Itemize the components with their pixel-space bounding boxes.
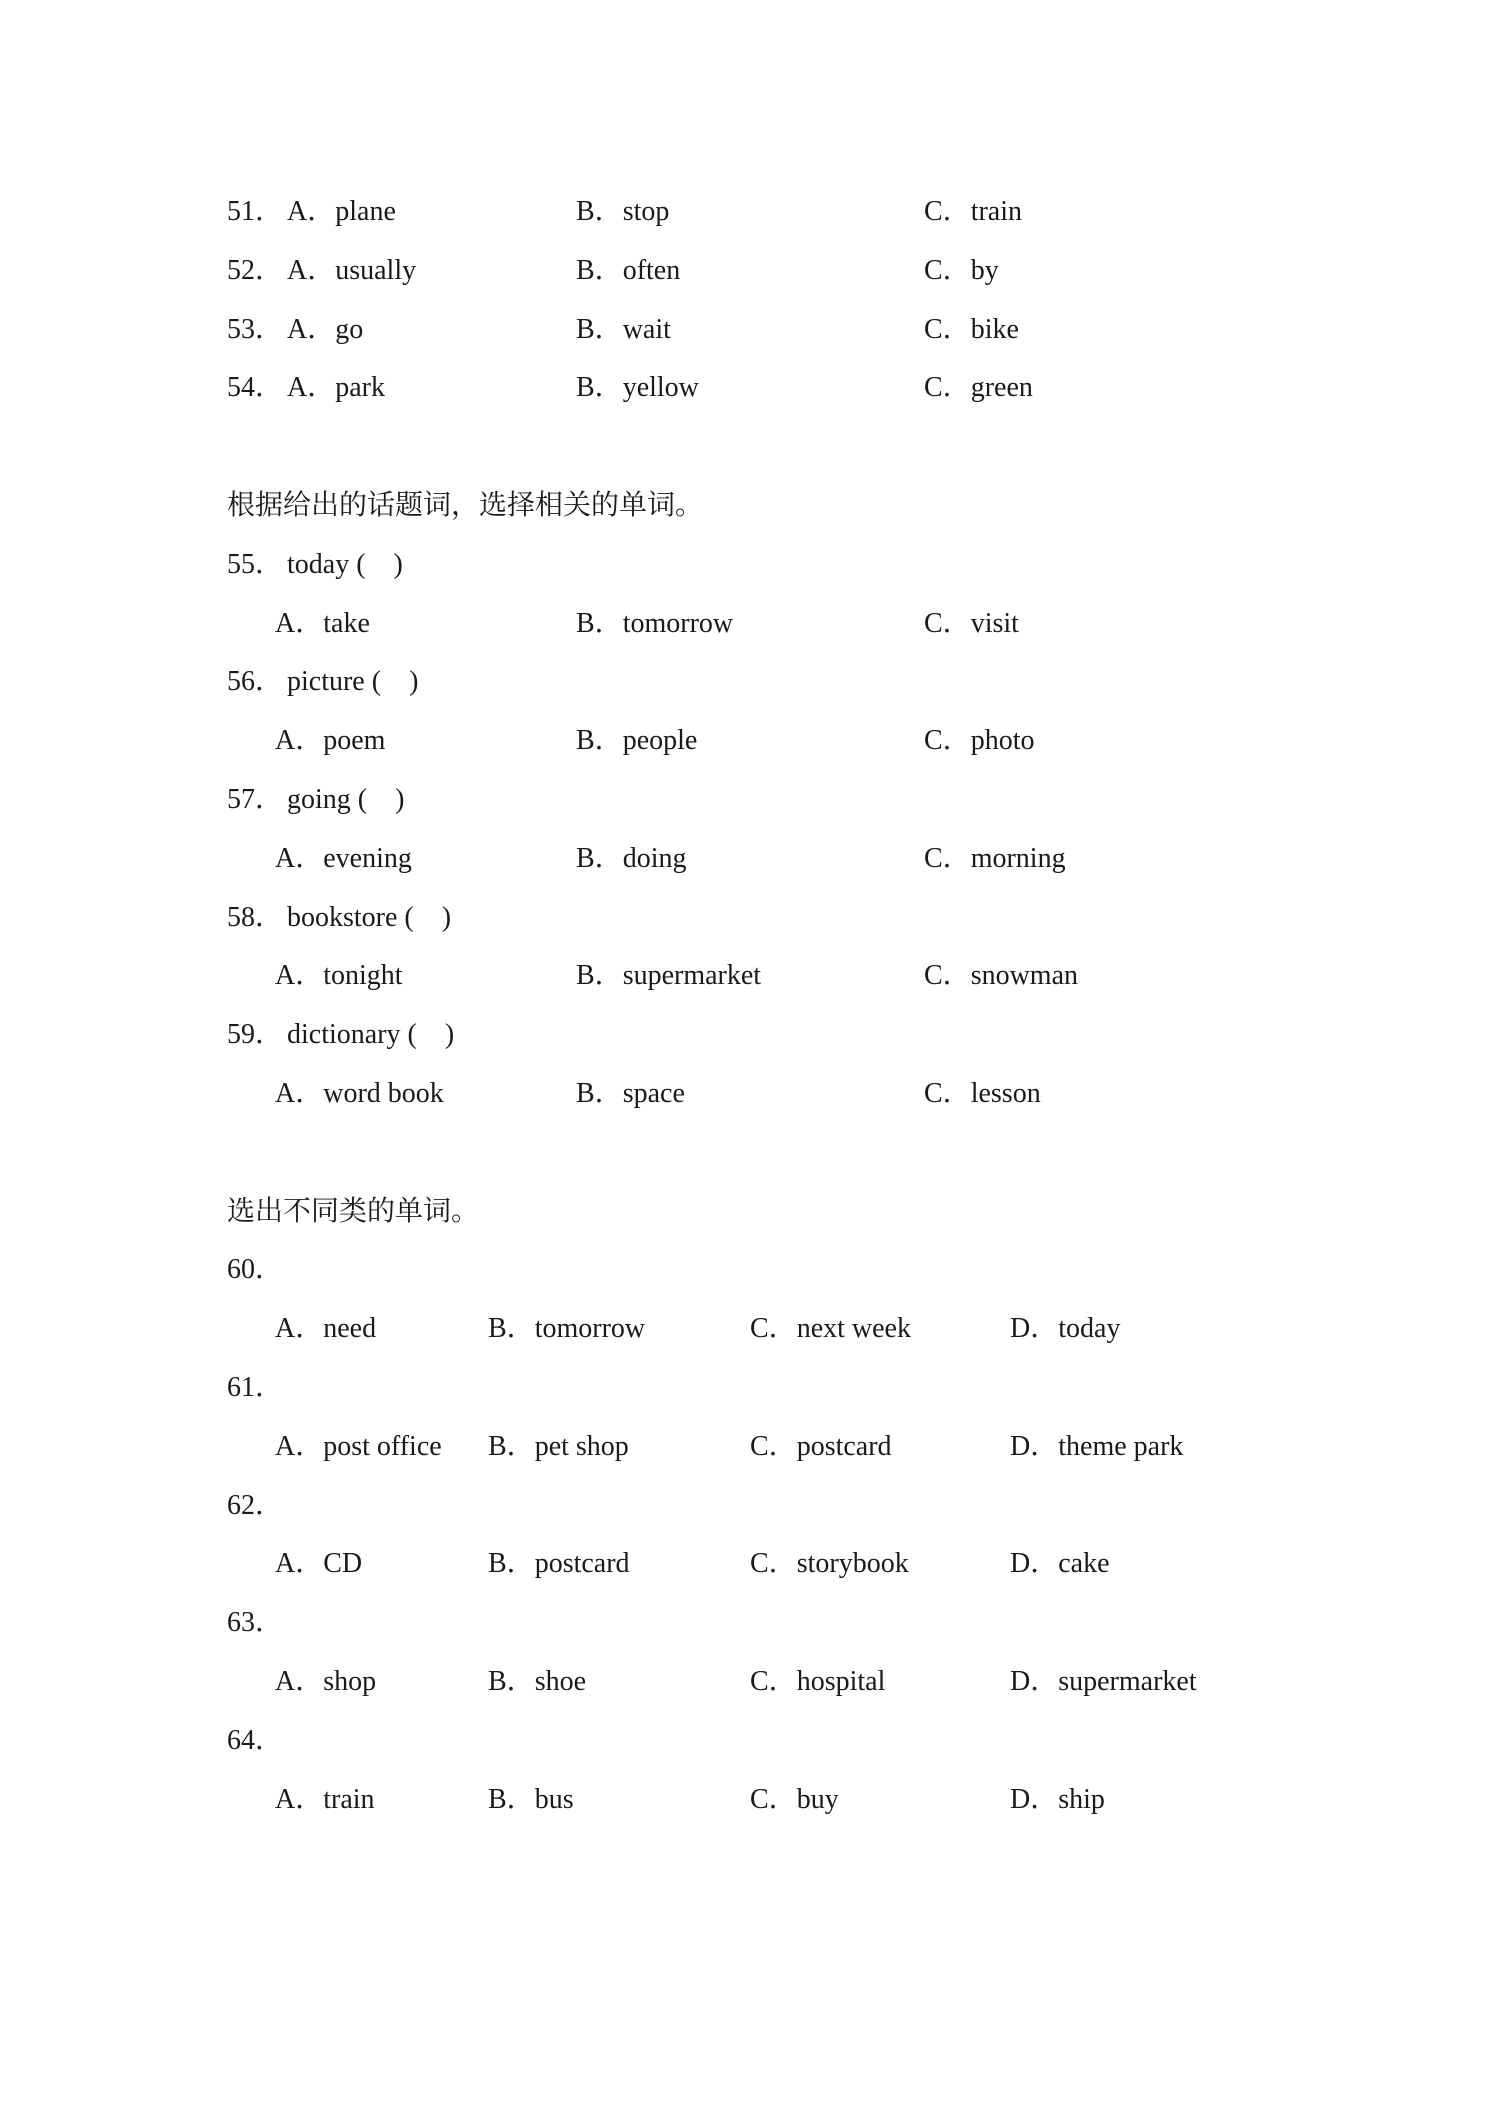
option-text: word book xyxy=(323,1077,444,1109)
option-letter: B． xyxy=(488,1430,535,1462)
spacer xyxy=(0,1124,1488,1183)
option-b xyxy=(488,1418,629,1477)
option-c xyxy=(924,947,1078,1006)
option-text: green xyxy=(970,372,1033,404)
option-letter: B． xyxy=(576,725,623,757)
option-text: poem xyxy=(323,725,386,757)
question-row xyxy=(0,1712,1488,1771)
section-instruction xyxy=(0,1183,1488,1242)
question-number: 63． xyxy=(227,1607,284,1639)
option-letter: C． xyxy=(924,196,971,227)
option-text: storybook xyxy=(796,1548,909,1580)
option-letter: B． xyxy=(576,607,623,639)
question-stem: going ( ) xyxy=(287,783,405,815)
option-text: hospital xyxy=(796,1665,886,1697)
option-text: cake xyxy=(1058,1548,1110,1580)
option-a xyxy=(275,1065,444,1124)
option-c xyxy=(750,1535,909,1594)
option-text: wait xyxy=(622,313,671,345)
option-b xyxy=(488,1653,586,1712)
question-number: 64． xyxy=(227,1724,284,1756)
question-number: 62． xyxy=(227,1489,284,1521)
question-row xyxy=(0,1594,1488,1653)
option-letter: C． xyxy=(750,1548,797,1580)
option-letter: A． xyxy=(275,1548,324,1580)
question-stem: bookstore ( ) xyxy=(287,901,452,933)
option-letter: B． xyxy=(488,1783,535,1815)
option-letter: C． xyxy=(924,372,971,404)
question-number: 56． xyxy=(227,666,284,698)
options-row xyxy=(0,947,1488,1006)
option-c xyxy=(924,301,1019,360)
question-number: 58． xyxy=(227,901,284,933)
question-number: 51． xyxy=(227,196,284,227)
option-c xyxy=(924,242,999,301)
option-d xyxy=(1010,1300,1120,1359)
options-row xyxy=(0,1535,1488,1594)
option-letter: B． xyxy=(576,960,623,992)
option-letter: C． xyxy=(924,254,971,286)
question-number: 60． xyxy=(227,1254,284,1286)
question-stem: picture ( ) xyxy=(287,666,419,698)
option-text: evening xyxy=(323,842,412,874)
option-text: postcard xyxy=(534,1548,630,1580)
option-letter: A． xyxy=(287,254,336,286)
option-text: photo xyxy=(970,725,1035,757)
question-row xyxy=(0,1359,1488,1418)
option-b xyxy=(576,595,733,654)
question-row xyxy=(0,359,1488,418)
options-row xyxy=(0,595,1488,654)
option-letter: C． xyxy=(924,842,971,874)
question-number: 57． xyxy=(227,783,284,815)
option-text: CD xyxy=(323,1548,363,1580)
question-stem: today ( ) xyxy=(287,548,403,580)
section-instruction xyxy=(0,477,1488,536)
question-row xyxy=(0,536,1488,595)
option-a xyxy=(287,183,396,242)
option-text: next week xyxy=(796,1313,911,1345)
option-c xyxy=(924,359,1033,418)
option-letter: B． xyxy=(488,1548,535,1580)
question-row xyxy=(0,771,1488,830)
option-letter: D． xyxy=(1010,1313,1059,1345)
option-c xyxy=(924,595,1019,654)
question-row xyxy=(0,653,1488,712)
options-row xyxy=(0,1771,1488,1830)
question-row xyxy=(0,1477,1488,1536)
option-d xyxy=(1010,1535,1110,1594)
option-a xyxy=(275,712,385,771)
option-text: shoe xyxy=(534,1665,587,1697)
option-d xyxy=(1010,1418,1183,1477)
options-row xyxy=(0,1065,1488,1124)
option-c xyxy=(924,183,1022,242)
option-letter: A． xyxy=(275,842,324,874)
option-letter: C． xyxy=(924,313,971,345)
option-letter: C． xyxy=(750,1665,797,1697)
option-text: yellow xyxy=(622,372,699,404)
option-a xyxy=(275,595,370,654)
option-b xyxy=(576,301,671,360)
option-b xyxy=(576,947,761,1006)
option-letter: C． xyxy=(750,1783,797,1815)
option-letter: A． xyxy=(287,372,336,404)
question-number: 59． xyxy=(227,1019,284,1051)
option-letter: C． xyxy=(924,960,971,992)
option-letter: A． xyxy=(287,313,336,345)
option-text: theme park xyxy=(1058,1430,1184,1462)
option-text: by xyxy=(970,254,999,286)
option-b xyxy=(576,242,680,301)
option-text: stop xyxy=(622,196,670,227)
option-text: people xyxy=(622,725,698,757)
option-letter: A． xyxy=(275,960,324,992)
option-text: take xyxy=(323,607,370,639)
option-letter: B． xyxy=(576,196,623,227)
option-text: usually xyxy=(335,254,417,286)
instruction-text: 选出不同类的单词。 xyxy=(227,1195,480,1227)
option-letter: C． xyxy=(924,1077,971,1109)
option-letter: D． xyxy=(1010,1430,1059,1462)
option-text: train xyxy=(323,1783,375,1815)
option-text: tonight xyxy=(323,960,403,992)
option-text: often xyxy=(622,254,681,286)
option-text: snowman xyxy=(970,960,1079,992)
option-letter: B． xyxy=(488,1665,535,1697)
option-letter: D． xyxy=(1010,1783,1059,1815)
option-text: pet shop xyxy=(534,1430,629,1462)
option-b xyxy=(576,830,686,889)
option-d xyxy=(1010,1653,1197,1712)
option-text: supermarket xyxy=(622,960,762,992)
question-number: 55． xyxy=(227,548,284,580)
option-b xyxy=(488,1300,645,1359)
option-c xyxy=(924,1065,1041,1124)
question-number: 52． xyxy=(227,254,284,286)
option-a xyxy=(275,1653,376,1712)
option-text: ship xyxy=(1058,1783,1105,1815)
option-a xyxy=(287,242,416,301)
option-text: lesson xyxy=(970,1077,1041,1109)
option-text: visit xyxy=(970,607,1019,639)
option-letter: B． xyxy=(576,254,623,286)
question-stem: dictionary ( ) xyxy=(287,1019,455,1051)
option-letter: C． xyxy=(924,607,971,639)
question-row xyxy=(0,301,1488,360)
instruction-text: 根据给出的话题词，选择相关的单词。 xyxy=(227,489,704,521)
option-a xyxy=(287,359,385,418)
option-letter: A． xyxy=(275,607,324,639)
option-text: post office xyxy=(323,1430,442,1462)
option-a xyxy=(275,1418,442,1477)
option-letter: A． xyxy=(287,196,336,227)
option-letter: A． xyxy=(275,725,324,757)
option-text: train xyxy=(970,196,1022,227)
option-b xyxy=(576,712,697,771)
option-a xyxy=(275,830,412,889)
option-text: tomorrow xyxy=(622,607,734,639)
question-row xyxy=(0,242,1488,301)
option-letter: A． xyxy=(275,1313,324,1345)
option-a xyxy=(287,301,363,360)
option-a xyxy=(275,1300,376,1359)
option-text: doing xyxy=(622,842,687,874)
option-a xyxy=(275,1771,375,1830)
spacer xyxy=(0,418,1488,477)
option-letter: C． xyxy=(750,1313,797,1345)
question-number: 61． xyxy=(227,1371,284,1403)
option-letter: D． xyxy=(1010,1548,1059,1580)
options-row xyxy=(0,1300,1488,1359)
option-letter: A． xyxy=(275,1077,324,1109)
option-text: today xyxy=(1058,1313,1121,1345)
option-c xyxy=(924,712,1034,771)
question-row xyxy=(0,183,1488,242)
option-c xyxy=(750,1771,839,1830)
option-letter: B． xyxy=(576,313,623,345)
option-text: supermarket xyxy=(1058,1665,1197,1697)
option-b xyxy=(576,1065,685,1124)
option-letter: B． xyxy=(576,1077,623,1109)
option-letter: C． xyxy=(750,1430,797,1462)
option-text: postcard xyxy=(796,1430,892,1462)
option-text: buy xyxy=(796,1783,839,1815)
options-row xyxy=(0,830,1488,889)
question-row xyxy=(0,1006,1488,1065)
option-b xyxy=(576,359,699,418)
option-text: morning xyxy=(970,842,1066,874)
question-row xyxy=(0,1241,1488,1300)
option-a xyxy=(275,947,403,1006)
question-number: 54． xyxy=(227,372,284,404)
option-b xyxy=(576,183,669,242)
option-text: park xyxy=(335,372,385,404)
option-letter: D． xyxy=(1010,1665,1059,1697)
question-number: 53． xyxy=(227,313,284,345)
option-c xyxy=(750,1300,911,1359)
question-row xyxy=(0,889,1488,948)
option-letter: C． xyxy=(924,725,971,757)
option-c xyxy=(750,1653,885,1712)
option-d xyxy=(1010,1771,1105,1830)
option-text: plane xyxy=(335,196,396,227)
option-letter: A． xyxy=(275,1783,324,1815)
options-row xyxy=(0,1418,1488,1477)
option-letter: B． xyxy=(576,842,623,874)
option-b xyxy=(488,1771,574,1830)
option-b xyxy=(488,1535,630,1594)
option-c xyxy=(750,1418,892,1477)
option-a xyxy=(275,1535,362,1594)
option-letter: B． xyxy=(488,1313,535,1345)
option-text: bike xyxy=(970,313,1019,345)
option-letter: A． xyxy=(275,1665,324,1697)
option-text: shop xyxy=(323,1665,377,1697)
option-letter: A． xyxy=(275,1430,324,1462)
option-text: go xyxy=(335,313,364,345)
option-text: need xyxy=(323,1313,377,1345)
option-letter: B． xyxy=(576,372,623,404)
options-row xyxy=(0,712,1488,771)
options-row xyxy=(0,1653,1488,1712)
option-c xyxy=(924,830,1066,889)
worksheet-content xyxy=(0,183,1488,1829)
option-text: space xyxy=(622,1077,685,1109)
option-text: tomorrow xyxy=(534,1313,646,1345)
option-text: bus xyxy=(534,1783,574,1815)
